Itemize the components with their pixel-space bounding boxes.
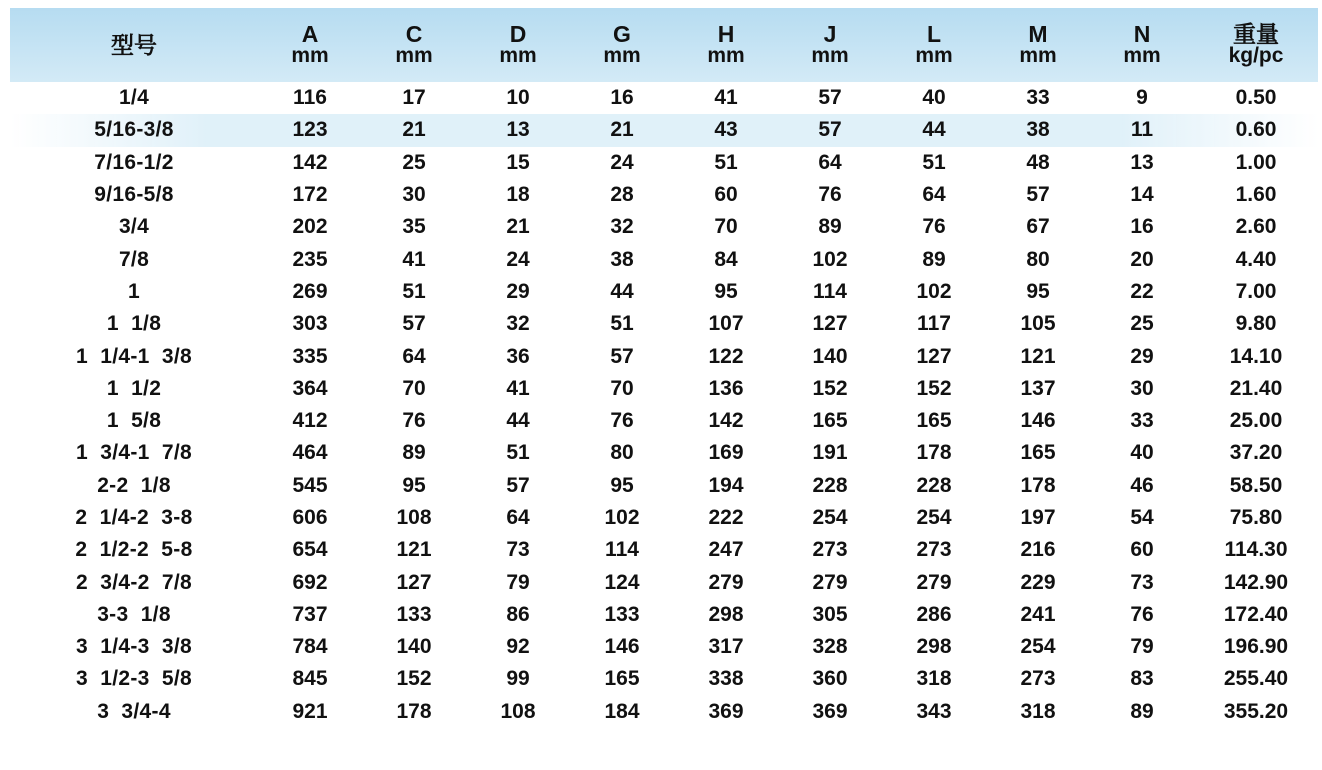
dimension-cell: 279 <box>812 570 848 594</box>
table-row <box>10 179 1318 211</box>
table-body <box>10 82 1318 728</box>
dimension-cell: 165 <box>812 409 848 433</box>
table-row <box>10 243 1318 275</box>
dimension-cell: 25 <box>1130 312 1154 336</box>
dimension-cell: 279 <box>708 570 744 594</box>
table-row <box>10 534 1318 566</box>
dimension-cell: 76 <box>610 409 634 433</box>
dimension-cell: 57 <box>610 344 634 368</box>
dimension-cell: 89 <box>402 441 426 465</box>
table-row <box>10 276 1318 308</box>
dimension-cell: 60 <box>714 183 738 207</box>
dimension-cell: 152 <box>396 667 432 691</box>
header-key: M <box>1028 21 1048 47</box>
dimension-cell: 169 <box>708 441 744 465</box>
dimension-cell: 102 <box>916 279 952 303</box>
dimension-cell: 32 <box>610 215 634 239</box>
dimension-cell: 84 <box>714 247 738 271</box>
dimension-cell: 32 <box>506 312 530 336</box>
dimension-cell: 13 <box>1130 150 1154 174</box>
dimension-cell: 40 <box>922 86 946 110</box>
header-key: L <box>926 21 942 47</box>
dimension-cell: 165 <box>1020 441 1056 465</box>
weight-cell: 255.40 <box>1223 667 1289 691</box>
dimension-cell: 114 <box>813 279 847 303</box>
table-row <box>10 566 1318 598</box>
dimension-cell: 692 <box>292 570 328 594</box>
table-row <box>10 502 1318 534</box>
table-row <box>10 82 1318 114</box>
header-col-d <box>466 8 570 82</box>
dimension-cell: 95 <box>714 279 738 303</box>
dimension-cell: 102 <box>812 247 848 271</box>
dimension-cell: 76 <box>1130 602 1154 626</box>
dimension-cell: 43 <box>714 118 738 142</box>
dimension-cell: 229 <box>1020 570 1056 594</box>
model-cell: 1 3/4-1 7/8 <box>76 441 192 465</box>
dimension-cell: 269 <box>292 279 328 303</box>
dimension-cell: 921 <box>292 699 328 723</box>
dimension-cell: 254 <box>916 506 952 529</box>
weight-cell: 14.10 <box>1229 344 1283 368</box>
dimension-cell: 335 <box>292 344 328 368</box>
weight-cell: 58.50 <box>1229 473 1283 497</box>
dimension-cell: 25 <box>402 150 426 174</box>
dimension-cell: 64 <box>922 183 946 207</box>
dimension-cell: 114 <box>605 538 639 562</box>
header-col-a <box>258 8 362 82</box>
model-cell: 1 <box>128 279 140 303</box>
dimension-cell: 73 <box>1130 570 1154 594</box>
dimension-cell: 412 <box>292 409 328 433</box>
dimension-cell: 57 <box>818 86 842 110</box>
weight-cell: 0.50 <box>1235 86 1277 110</box>
weight-cell: 37.20 <box>1229 441 1283 465</box>
dimension-cell: 140 <box>812 344 848 368</box>
dimension-cell: 140 <box>396 635 432 659</box>
dimension-cell: 146 <box>604 635 640 659</box>
header-col-g <box>570 8 674 82</box>
table-row <box>10 696 1318 728</box>
dimension-cell: 51 <box>506 441 530 465</box>
dimension-cell: 222 <box>708 506 744 529</box>
dimension-cell: 197 <box>1020 506 1056 529</box>
dimension-cell: 51 <box>402 279 426 303</box>
dimension-cell: 89 <box>818 215 842 239</box>
dimension-cell: 305 <box>812 602 848 626</box>
dimension-cell: 247 <box>708 538 744 562</box>
header-unit: mm <box>707 44 745 67</box>
dimension-cell: 14 <box>1130 183 1154 207</box>
table-row <box>10 114 1318 146</box>
header-col-n <box>1090 8 1194 82</box>
dimension-cell: 317 <box>708 635 744 659</box>
model-cell: 1 1/8 <box>106 312 162 336</box>
dimension-cell: 228 <box>812 473 848 497</box>
table-row <box>10 373 1318 405</box>
dimension-cell: 228 <box>916 473 952 497</box>
dimension-cell: 38 <box>1026 118 1050 142</box>
weight-cell: 196.90 <box>1223 635 1289 659</box>
dimension-table <box>10 8 1318 728</box>
header-col-m <box>986 8 1090 82</box>
dimension-cell: 254 <box>1020 635 1056 659</box>
dimension-cell: 152 <box>812 376 848 400</box>
dimension-cell: 194 <box>708 473 744 497</box>
dimension-cell: 60 <box>1130 538 1154 562</box>
dimension-cell: 152 <box>916 376 952 400</box>
dimension-cell: 108 <box>500 699 536 723</box>
dimension-cell: 41 <box>506 376 530 400</box>
dimension-cell: 191 <box>812 441 848 465</box>
dimension-cell: 89 <box>922 247 946 271</box>
dimension-cell: 737 <box>292 602 328 626</box>
header-key: G <box>613 21 631 47</box>
dimension-cell: 202 <box>292 215 328 239</box>
dimension-cell: 133 <box>396 602 432 626</box>
dimension-cell: 172 <box>292 183 328 207</box>
dimension-cell: 89 <box>1130 699 1154 723</box>
dimension-cell: 54 <box>1130 506 1154 529</box>
model-cell: 3 1/4-3 3/8 <box>76 635 192 659</box>
dimension-cell: 29 <box>1130 344 1154 368</box>
weight-cell: 172.40 <box>1223 602 1289 626</box>
dimension-cell: 95 <box>1026 279 1050 303</box>
table-row <box>10 663 1318 695</box>
dimension-cell: 273 <box>916 538 952 562</box>
dimension-cell: 36 <box>506 344 530 368</box>
model-cell: 2 3/4-2 7/8 <box>76 570 192 594</box>
dimension-cell: 44 <box>610 279 634 303</box>
dimension-cell: 286 <box>916 602 952 626</box>
dimension-cell: 48 <box>1026 150 1050 174</box>
header-key: C <box>405 21 423 47</box>
dimension-cell: 99 <box>506 667 530 691</box>
table-header <box>10 8 1318 82</box>
weight-cell: 4.40 <box>1235 247 1277 271</box>
dimension-cell: 273 <box>812 538 848 562</box>
dimension-cell: 18 <box>506 183 530 207</box>
dimension-cell: 178 <box>1020 473 1056 497</box>
dimension-cell: 136 <box>708 376 744 400</box>
dimension-cell: 95 <box>610 473 634 497</box>
dimension-cell: 29 <box>506 279 530 303</box>
dimension-cell: 10 <box>506 86 530 110</box>
dimension-cell: 22 <box>1130 279 1154 303</box>
weight-cell: 75.80 <box>1229 506 1283 529</box>
dimension-cell: 318 <box>916 667 952 691</box>
dimension-cell: 108 <box>396 506 432 529</box>
dimension-cell: 328 <box>812 635 848 659</box>
dimension-cell: 67 <box>1026 215 1050 239</box>
dimension-cell: 235 <box>292 247 328 271</box>
dimension-cell: 15 <box>506 150 530 174</box>
dimension-cell: 21 <box>402 118 426 142</box>
dimension-cell: 16 <box>1130 215 1154 239</box>
dimension-cell: 51 <box>922 150 946 174</box>
dimension-cell: 70 <box>402 376 426 400</box>
dimension-cell: 298 <box>916 635 952 659</box>
table-row <box>10 437 1318 469</box>
dimension-cell: 64 <box>818 150 842 174</box>
dimension-cell: 73 <box>506 538 530 562</box>
header-key: D <box>509 21 527 47</box>
dimension-cell: 35 <box>402 215 426 239</box>
weight-cell: 114.30 <box>1224 538 1288 562</box>
model-cell: 2-2 1/8 <box>97 473 171 497</box>
dimension-cell: 38 <box>610 247 634 271</box>
dimension-cell: 40 <box>1130 441 1154 465</box>
weight-cell: 355.20 <box>1223 699 1289 723</box>
dimension-cell: 17 <box>402 86 426 110</box>
dimension-cell: 464 <box>292 441 328 465</box>
dimension-cell: 70 <box>714 215 738 239</box>
dimension-cell: 121 <box>1020 344 1056 368</box>
model-cell: 1 1/2 <box>106 376 162 400</box>
model-cell: 3/4 <box>118 215 150 239</box>
dimension-cell: 57 <box>506 473 530 497</box>
dimension-cell: 46 <box>1130 473 1154 497</box>
model-cell: 3 3/4-4 <box>97 699 171 723</box>
header-col-weight <box>1194 8 1318 82</box>
dimension-cell: 64 <box>402 344 426 368</box>
header-unit: mm <box>603 44 641 67</box>
dimension-cell: 30 <box>1130 376 1154 400</box>
dimension-cell: 343 <box>916 699 952 723</box>
dimension-cell: 241 <box>1020 602 1056 626</box>
dimension-cell: 116 <box>293 86 327 110</box>
weight-cell: 21.40 <box>1229 376 1283 400</box>
dimension-cell: 146 <box>1020 409 1056 433</box>
dimension-cell: 21 <box>610 118 634 142</box>
weight-cell: 9.80 <box>1235 312 1277 336</box>
weight-cell: 7.00 <box>1235 279 1277 303</box>
header-unit: mm <box>1123 44 1161 67</box>
dimension-cell: 44 <box>922 118 946 142</box>
model-cell: 9/16-5/8 <box>94 183 174 207</box>
table-row <box>10 211 1318 243</box>
weight-cell: 1.60 <box>1235 183 1277 207</box>
dimension-cell: 122 <box>708 344 744 368</box>
dimension-cell: 318 <box>1020 699 1056 723</box>
dimension-cell: 16 <box>610 86 634 110</box>
dimension-cell: 70 <box>610 376 634 400</box>
dimension-cell: 86 <box>506 602 530 626</box>
dimension-cell: 80 <box>610 441 634 465</box>
dimension-cell: 127 <box>396 570 432 594</box>
dimension-cell: 216 <box>1020 538 1056 562</box>
header-unit: mm <box>811 44 849 67</box>
dimension-cell: 117 <box>917 312 951 336</box>
header-key: J <box>823 21 837 47</box>
dimension-cell: 9 <box>1136 86 1148 110</box>
dimension-cell: 142 <box>292 150 328 174</box>
dimension-cell: 33 <box>1026 86 1050 110</box>
dimension-cell: 165 <box>916 409 952 433</box>
model-cell: 3 1/2-3 5/8 <box>76 667 192 691</box>
dimension-cell: 13 <box>506 118 530 142</box>
dimension-cell: 369 <box>708 699 744 723</box>
dimension-cell: 107 <box>708 312 744 336</box>
dimension-cell: 41 <box>714 86 738 110</box>
header-col-l <box>882 8 986 82</box>
dimension-cell: 51 <box>610 312 634 336</box>
dimension-cell: 76 <box>402 409 426 433</box>
dimension-cell: 79 <box>506 570 530 594</box>
dimension-cell: 273 <box>1020 667 1056 691</box>
header-col-h <box>674 8 778 82</box>
dimension-cell: 123 <box>292 118 328 142</box>
dimension-cell: 545 <box>292 473 328 497</box>
dimension-cell: 95 <box>402 473 426 497</box>
dimension-cell: 124 <box>604 570 640 594</box>
model-cell: 3-3 1/8 <box>97 602 171 626</box>
header-row <box>10 8 1318 82</box>
dimension-cell: 30 <box>402 183 426 207</box>
dimension-cell: 24 <box>506 247 530 271</box>
header-key: H <box>717 21 735 47</box>
dimension-cell: 57 <box>1026 183 1050 207</box>
model-cell: 1 5/8 <box>106 409 162 433</box>
dimension-cell: 654 <box>292 538 328 562</box>
dimension-cell: 254 <box>812 506 848 529</box>
dimension-cell: 784 <box>292 635 328 659</box>
table-row <box>10 405 1318 437</box>
dimension-cell: 606 <box>292 506 328 529</box>
dimension-cell: 360 <box>812 667 848 691</box>
table-row <box>10 599 1318 631</box>
dimension-cell: 142 <box>708 409 744 433</box>
dimension-cell: 369 <box>812 699 848 723</box>
dimension-cell: 51 <box>714 150 738 174</box>
dimension-cell: 57 <box>402 312 426 336</box>
weight-cell: 1.00 <box>1235 150 1277 174</box>
weight-cell: 2.60 <box>1235 215 1277 239</box>
dimension-cell: 102 <box>604 506 640 529</box>
model-cell: 2 1/4-2 3-8 <box>75 506 193 529</box>
model-cell: 7/8 <box>118 247 150 271</box>
dimension-cell: 279 <box>916 570 952 594</box>
header-unit: mm <box>291 44 329 67</box>
dimension-cell: 11 <box>1130 118 1154 142</box>
dimension-cell: 83 <box>1130 667 1154 691</box>
header-col-j <box>778 8 882 82</box>
dimension-cell: 121 <box>396 538 432 562</box>
table-row <box>10 147 1318 179</box>
header-key: A <box>301 21 319 47</box>
dimension-cell: 92 <box>506 635 530 659</box>
dimension-cell: 24 <box>610 150 634 174</box>
header-col-c <box>362 8 466 82</box>
header-unit: mm <box>499 44 537 67</box>
dimension-cell: 28 <box>610 183 634 207</box>
dimension-cell: 364 <box>292 376 328 400</box>
dimension-cell: 57 <box>818 118 842 142</box>
dimension-cell: 76 <box>818 183 842 207</box>
header-key: N <box>1133 21 1151 47</box>
header-model <box>10 8 258 82</box>
weight-cell: 142.90 <box>1223 570 1289 594</box>
dimension-cell: 33 <box>1130 409 1154 433</box>
model-cell: 2 1/2-2 5-8 <box>75 538 193 562</box>
header-model-label: 型号 <box>111 32 157 58</box>
header-unit: kg/pc <box>1228 44 1284 67</box>
model-cell: 1/4 <box>118 86 150 110</box>
header-key: 重量 <box>1233 21 1279 47</box>
dimension-cell: 338 <box>708 667 744 691</box>
dimension-cell: 44 <box>506 409 530 433</box>
dimension-cell: 178 <box>396 699 432 723</box>
dimension-cell: 127 <box>916 344 952 368</box>
weight-cell: 0.60 <box>1235 118 1277 142</box>
dimension-cell: 137 <box>1020 376 1056 400</box>
header-unit: mm <box>395 44 433 67</box>
dimension-cell: 303 <box>292 312 328 336</box>
table-row <box>10 340 1318 372</box>
header-unit: mm <box>915 44 953 67</box>
table-row <box>10 308 1318 340</box>
dimension-cell: 76 <box>922 215 946 239</box>
weight-cell: 25.00 <box>1229 409 1283 433</box>
dimension-cell: 64 <box>506 506 530 529</box>
header-unit: mm <box>1019 44 1057 67</box>
table-row <box>10 631 1318 663</box>
model-cell: 1 1/4-1 3/8 <box>76 344 192 368</box>
table-row <box>10 470 1318 502</box>
model-cell: 7/16-1/2 <box>94 150 174 174</box>
dimension-cell: 127 <box>812 312 848 336</box>
dimension-cell: 79 <box>1130 635 1154 659</box>
dimension-cell: 133 <box>604 602 640 626</box>
dimension-cell: 184 <box>604 699 640 723</box>
dimension-cell: 41 <box>402 247 426 271</box>
dimension-cell: 178 <box>916 441 952 465</box>
model-cell: 5/16-3/8 <box>94 118 174 142</box>
dimension-cell: 105 <box>1020 312 1056 336</box>
dimension-cell: 298 <box>708 602 744 626</box>
dimension-cell: 845 <box>292 667 328 691</box>
dimension-cell: 165 <box>604 667 640 691</box>
dimension-cell: 21 <box>506 215 530 239</box>
dimension-cell: 20 <box>1130 247 1154 271</box>
dimension-cell: 80 <box>1026 247 1050 271</box>
